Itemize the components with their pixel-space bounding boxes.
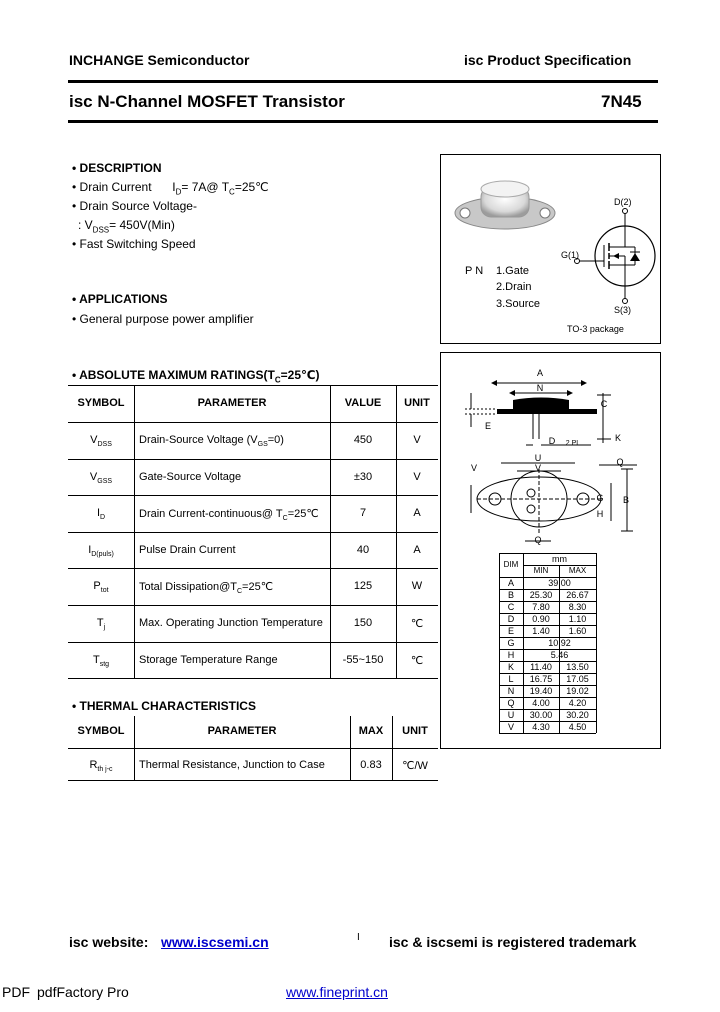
symbol-text: P bbox=[93, 580, 101, 592]
dim-cell-min: 39.00 bbox=[548, 578, 571, 588]
source-pin-label: S(3) bbox=[614, 305, 632, 315]
dim-label-c: C bbox=[600, 399, 608, 409]
pin-source: 3.Source bbox=[496, 298, 541, 310]
table-row-divider bbox=[68, 532, 438, 533]
dim-label-v: V bbox=[470, 463, 477, 473]
symbol-cell bbox=[68, 759, 134, 773]
symbol-sub: th j-c bbox=[97, 766, 113, 774]
dim-label-e: E bbox=[484, 421, 491, 431]
dim-label-d: D bbox=[548, 436, 556, 446]
parameter-cell bbox=[139, 654, 327, 668]
table-row-divider bbox=[68, 605, 438, 606]
website-link[interactable]: www.iscsemi.cn bbox=[161, 934, 269, 950]
applications-heading: • APPLICATIONS bbox=[72, 292, 168, 306]
unit-cell: ℃ bbox=[410, 618, 424, 630]
symbol-sub: GSS bbox=[97, 478, 113, 486]
dim-cell-min: 30.00 bbox=[529, 710, 553, 720]
unit-cell: A bbox=[413, 507, 421, 519]
table-header-cell: PARAMETER bbox=[197, 397, 267, 409]
dim-cell-name: E bbox=[507, 626, 514, 636]
dim-label-g: G bbox=[596, 493, 604, 503]
parameter-text: Max. Operating Junction Temperature bbox=[139, 617, 323, 629]
symbol-text: T bbox=[92, 654, 100, 666]
drain-current-line: • Drain Current $I_D=$ 7A@ $T_C=25℃$ bbox=[72, 180, 269, 197]
unit-cell: ℃ bbox=[410, 655, 424, 667]
dim-cell-name: A bbox=[507, 578, 514, 588]
symbol-cell bbox=[68, 580, 134, 594]
dim-cell-name: K bbox=[507, 662, 514, 672]
dim-cell-max: 1.60 bbox=[568, 626, 587, 636]
table-header-cell: UNIT bbox=[402, 725, 428, 737]
dim-cell-name: Q bbox=[507, 698, 515, 708]
unit-cell: V bbox=[413, 434, 421, 446]
table-header-cell: SYMBOL bbox=[77, 725, 125, 737]
table-header-cell: PARAMETER bbox=[207, 725, 277, 737]
symbol-cell bbox=[68, 544, 134, 558]
value-cell: 7 bbox=[359, 507, 367, 519]
value-cell: 40 bbox=[356, 544, 370, 556]
spec-label: isc Product Specification bbox=[464, 52, 632, 68]
value-cell: -55~150 bbox=[342, 654, 384, 666]
dim-label-d-note: 2 PL bbox=[565, 440, 581, 447]
gate-pin-label: G(1) bbox=[561, 250, 579, 260]
dim-label-n: N bbox=[536, 383, 544, 393]
company-name: INCHANGE Semiconductor bbox=[69, 52, 250, 68]
abs-max-heading: • ABSOLUTE MAXIMUM $RATINGS(T_C=25℃)$ bbox=[72, 368, 320, 385]
dim-label-k: K bbox=[614, 433, 621, 443]
dim-header-max: MAX bbox=[568, 566, 587, 575]
table-row-divider bbox=[68, 642, 438, 643]
outline-drawing bbox=[441, 353, 660, 553]
dim-header-min: MIN bbox=[533, 566, 549, 575]
dim-cell-min: 1.40 bbox=[532, 626, 550, 636]
footer-mark: I bbox=[357, 932, 360, 943]
dim-cell-min: 16.75 bbox=[529, 674, 553, 684]
dim-cell-min: 19.40 bbox=[529, 686, 553, 696]
dim-cell-max: 4.20 bbox=[568, 698, 587, 708]
parameter-sub: C bbox=[282, 515, 288, 523]
dim-cell-max: 19.02 bbox=[566, 686, 589, 696]
part-number: 7N45 bbox=[601, 92, 642, 111]
table-row-divider bbox=[68, 495, 438, 496]
package-box bbox=[440, 154, 661, 344]
parameter-cell bbox=[139, 471, 327, 485]
dim-cell-min: 7.80 bbox=[532, 602, 550, 612]
dim-cell-min: 10.92 bbox=[548, 638, 571, 648]
dim-cell-max: 17.05 bbox=[566, 674, 589, 684]
dim-cell-max: 8.30 bbox=[568, 602, 587, 612]
dim-cell-name: V bbox=[507, 722, 514, 732]
parameter-text: Gate-Source Voltage bbox=[139, 471, 242, 483]
dim-cell-min: 4.30 bbox=[532, 722, 550, 732]
symbol-sub: DSS bbox=[97, 441, 112, 449]
pdf-label: PDF bbox=[2, 984, 30, 1000]
parameter-cell bbox=[139, 507, 327, 522]
website-label: isc website: bbox=[69, 934, 149, 950]
table-row-divider bbox=[68, 568, 438, 569]
table-header-cell: UNIT bbox=[404, 397, 430, 409]
fineprint-link[interactable]: www.fineprint.cn bbox=[286, 984, 388, 1000]
unit-cell: V bbox=[413, 471, 421, 483]
value-cell: 450 bbox=[353, 434, 373, 446]
symbol-cell bbox=[68, 471, 134, 485]
table-border-bottom bbox=[68, 780, 438, 781]
table-row-divider bbox=[68, 678, 438, 679]
parameter-end: =25℃ bbox=[242, 581, 274, 593]
dim-label-b: B bbox=[622, 495, 629, 505]
symbol-text: I bbox=[88, 544, 92, 556]
symbol-text: V bbox=[89, 471, 98, 483]
pdffactory-label: pdfFactory Pro bbox=[37, 984, 129, 1000]
parameter-text: Pulse Drain Current bbox=[139, 544, 236, 556]
parameter-cell bbox=[139, 434, 327, 448]
value-cell: 150 bbox=[353, 617, 373, 629]
parameter-cell: Thermal Resistance, Junction to Case bbox=[139, 759, 325, 771]
dim-unit-header: mm bbox=[552, 554, 567, 564]
header-rule-top bbox=[68, 80, 658, 83]
dim-cell-name: C bbox=[507, 602, 515, 612]
symbol-text: R bbox=[89, 759, 98, 771]
table-row-divider bbox=[68, 422, 438, 423]
pin-gate: 1.Gate bbox=[496, 265, 530, 277]
parameter-text: Drain-Source Voltage (V bbox=[139, 434, 258, 446]
parameter-end: =25℃ bbox=[287, 508, 319, 520]
dim-cell-min: 0.90 bbox=[532, 614, 550, 624]
switching-speed: • Fast Switching Speed bbox=[72, 237, 196, 251]
value-cell: ±30 bbox=[353, 471, 373, 483]
value-cell: 0.83 bbox=[360, 759, 382, 771]
dim-label-q: Q bbox=[616, 457, 624, 467]
trademark-text: isc & iscsemi is registered trademark bbox=[389, 934, 637, 950]
parameter-cell bbox=[139, 544, 327, 558]
symbol-cell bbox=[68, 617, 134, 631]
table-col-divider bbox=[330, 385, 331, 678]
application-item: • General purpose power amplifier bbox=[72, 312, 254, 326]
dim-label-q2: Q bbox=[534, 535, 542, 545]
parameter-text: Storage Temperature Range bbox=[139, 654, 278, 666]
table-col-divider bbox=[396, 385, 397, 678]
symbol-sub: j bbox=[103, 624, 106, 632]
parameter-text: Drain Current-continuous@ T bbox=[139, 508, 283, 520]
symbol-text: V bbox=[90, 434, 98, 446]
dim-cell-name: G bbox=[507, 638, 515, 648]
pin-drain: 2.Drain bbox=[496, 281, 532, 293]
dim-cell-name: B bbox=[507, 590, 514, 600]
value-cell: 125 bbox=[353, 580, 373, 592]
symbol-text: T bbox=[96, 617, 104, 629]
dim-cell-min: 5.46 bbox=[550, 650, 569, 660]
dim-header-dim: DIM bbox=[503, 560, 519, 569]
thermal-heading: • THERMAL CHARACTERISTICS bbox=[72, 699, 256, 713]
dim-cell-max: 1.10 bbox=[568, 614, 587, 624]
dim-cell-max: 13.50 bbox=[566, 662, 589, 672]
dimension-box bbox=[440, 352, 661, 749]
dim-label-u: U bbox=[534, 453, 542, 463]
unit-cell: A bbox=[413, 544, 421, 556]
vdss-line: : $V_{DSS}= 450V(Min)$ bbox=[78, 218, 175, 235]
table-header-cell: SYMBOL bbox=[77, 397, 125, 409]
parameter-text: Total Dissipation@T bbox=[139, 581, 237, 593]
dim-cell-max: 4.50 bbox=[568, 722, 587, 732]
symbol-sub: D bbox=[100, 514, 106, 522]
dim-label-h: H bbox=[596, 509, 604, 519]
description-heading: • DESCRIPTION bbox=[72, 161, 162, 175]
dim-cell-min: 11.40 bbox=[530, 662, 552, 672]
dim-cell-name: U bbox=[507, 710, 515, 720]
table-col-divider bbox=[134, 385, 135, 678]
drain-pin-label: D(2) bbox=[614, 197, 632, 207]
parameter-sub: GS bbox=[257, 441, 268, 449]
dim-label-a: A bbox=[536, 368, 543, 378]
parameter-end: =0) bbox=[267, 434, 284, 446]
unit-cell: W bbox=[411, 580, 423, 592]
dim-cell-min: 25.30 bbox=[529, 590, 553, 600]
table-border-top bbox=[68, 385, 438, 386]
dim-cell-max: 30.20 bbox=[566, 710, 589, 720]
dim-row-divider bbox=[499, 733, 596, 734]
symbol-sub: stg bbox=[99, 661, 110, 669]
header-rule-bottom bbox=[68, 120, 658, 123]
parameter-sub: C bbox=[236, 588, 243, 596]
package-label: TO-3 package bbox=[567, 324, 624, 334]
dim-cell-name: H bbox=[507, 650, 515, 660]
parameter-cell bbox=[139, 617, 327, 631]
dim-cell-min: 4.00 bbox=[532, 698, 550, 708]
symbol-text: I bbox=[96, 507, 100, 519]
symbol-cell bbox=[68, 654, 134, 668]
table-header-cell: VALUE bbox=[344, 397, 382, 409]
drain-source-voltage-label: • Drain Source Voltage- bbox=[72, 199, 197, 213]
table-row-divider bbox=[68, 459, 438, 460]
symbol-cell bbox=[68, 434, 134, 448]
dim-cell-name: N bbox=[507, 686, 515, 696]
parameter-cell bbox=[139, 580, 327, 595]
unit-cell: ℃/W bbox=[402, 760, 428, 772]
dim-col-divider bbox=[596, 553, 597, 733]
table-row-divider bbox=[68, 748, 438, 749]
symbol-sub: tot bbox=[100, 587, 109, 595]
dim-cell-max: 26.67 bbox=[566, 590, 589, 600]
table-header-cell: MAX bbox=[358, 725, 384, 737]
page-title: isc N-Channel MOSFET Transistor bbox=[69, 92, 345, 111]
dim-cell-name: D bbox=[507, 614, 515, 624]
pin-label: P N bbox=[465, 265, 484, 277]
symbol-sub: D(puls) bbox=[91, 551, 114, 559]
symbol-cell bbox=[68, 507, 134, 521]
dim-label-v-top: V bbox=[534, 463, 541, 473]
dim-cell-name: L bbox=[508, 674, 514, 684]
